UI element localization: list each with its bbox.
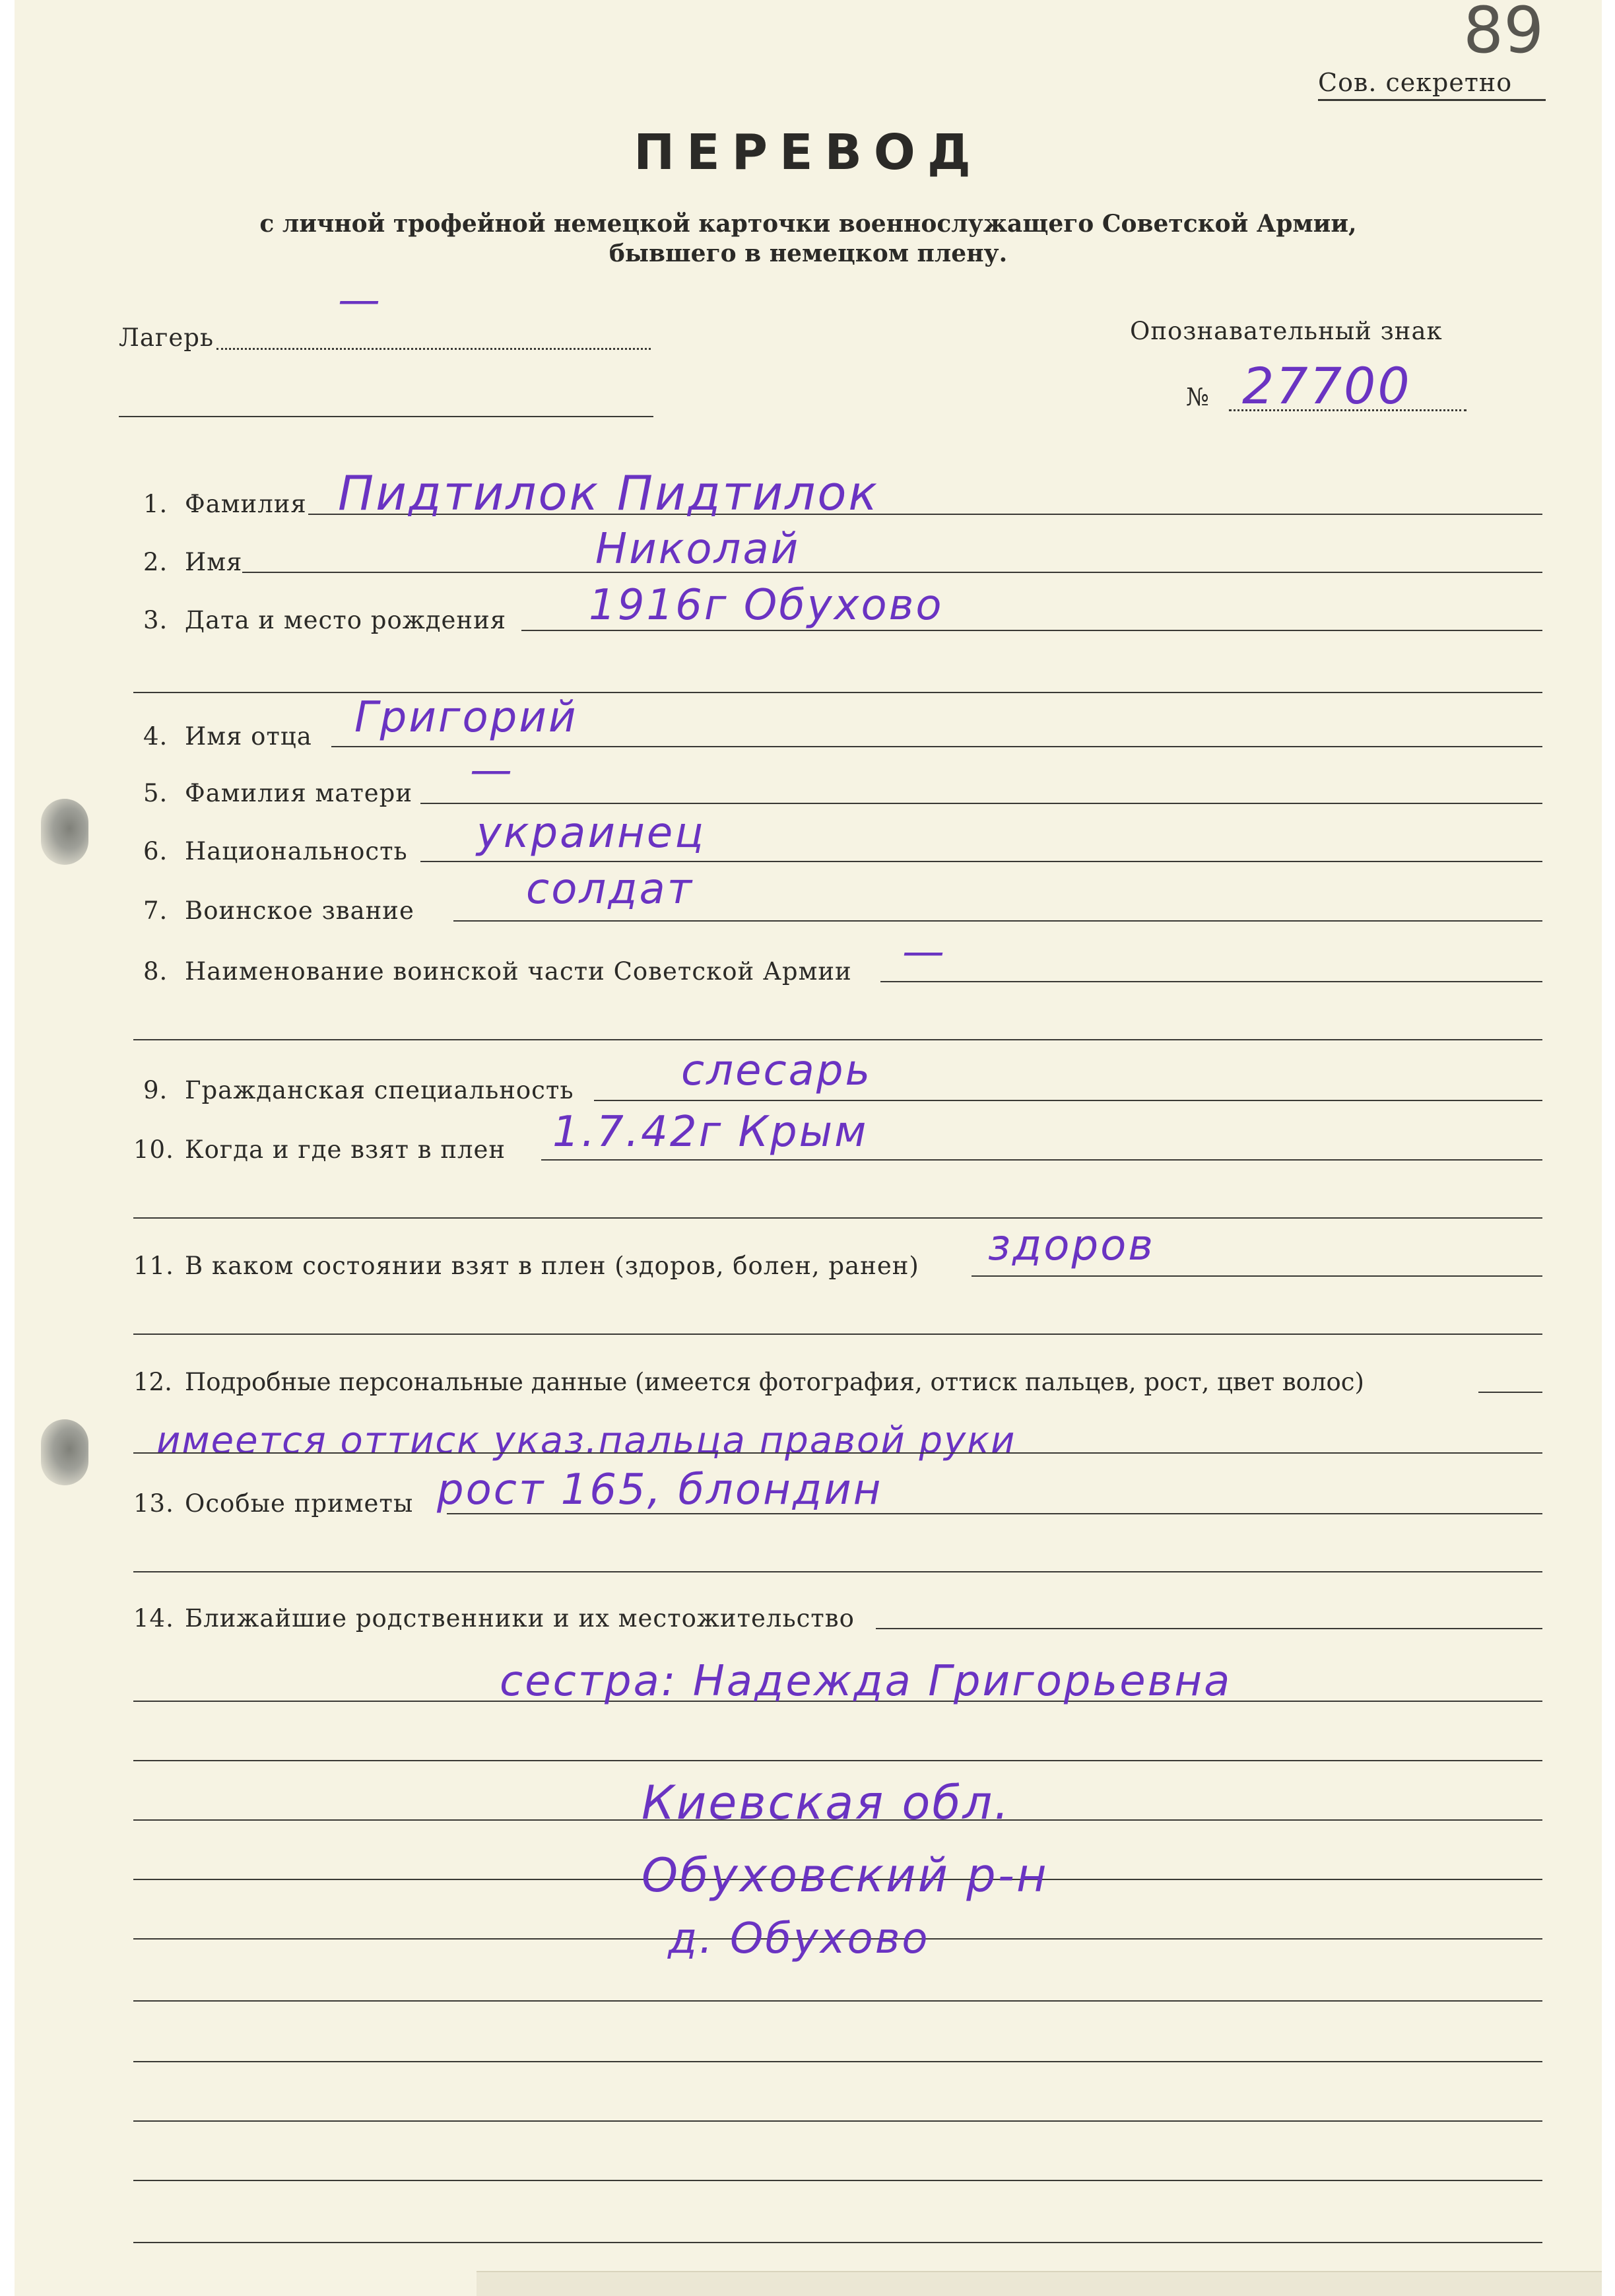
field-1-number: 1. xyxy=(143,490,168,518)
field-3-line xyxy=(521,630,1542,631)
field-14-line xyxy=(876,1628,1542,1629)
field-11-label: В каком состоянии взят в плен (здоров, болен, ранен) xyxy=(185,1252,919,1280)
field-6-label: Национальность xyxy=(185,837,408,865)
field-3-value: 1916г Обухово xyxy=(589,581,944,630)
field-9-label: Гражданская специальность xyxy=(185,1076,574,1104)
field-12-line-2 xyxy=(133,1452,1542,1454)
field-13-line-2 xyxy=(133,1571,1542,1572)
id-tag-label: Опознавательный знак xyxy=(1130,317,1443,345)
field-5-label: Фамилия матери xyxy=(185,779,413,807)
camp-second-line xyxy=(119,416,653,417)
field-12-value: имеется оттиск указ.пальца правой руки xyxy=(156,1419,1016,1462)
field-3-label: Дата и место рождения xyxy=(185,606,507,634)
field-2-line xyxy=(242,572,1542,573)
field-12-line xyxy=(1478,1392,1542,1393)
document-title: ПЕРЕВОД xyxy=(634,124,983,181)
relatives-line-6 xyxy=(133,2000,1542,2002)
field-2-value: Николай xyxy=(595,525,801,574)
field-7-line xyxy=(453,920,1542,922)
camp-label: Лагерь xyxy=(119,323,214,352)
document-sheet xyxy=(15,0,1602,2296)
camp-value: — xyxy=(338,276,382,325)
field-8-line-2 xyxy=(133,1039,1542,1040)
relatives-line-7 xyxy=(133,2061,1542,2062)
page-fold-edge xyxy=(477,2271,1602,2296)
field-12-number: 12. xyxy=(133,1368,172,1396)
field-3-number: 3. xyxy=(143,606,168,634)
id-tag-value: 27700 xyxy=(1242,356,1412,415)
field-13-value: рост 165, блондин xyxy=(437,1466,883,1514)
field-14-label: Ближайшие родственники и их местожительство xyxy=(185,1604,855,1633)
classification-underline xyxy=(1318,99,1546,101)
field-10-line xyxy=(541,1159,1542,1161)
field-10-line-2 xyxy=(133,1217,1542,1219)
field-11-number: 11. xyxy=(133,1252,174,1280)
field-10-value: 1.7.42г Крым xyxy=(552,1108,869,1157)
field-1-value: Пидтилок Пидтилок xyxy=(338,465,879,521)
field-2-label: Имя xyxy=(185,548,243,576)
field-8-label: Наименование воинской части Советской Армии xyxy=(185,957,852,986)
relatives-line-8 xyxy=(133,2120,1542,2122)
field-3-line-2 xyxy=(133,692,1542,693)
field-9-line xyxy=(594,1100,1542,1101)
field-5-value: — xyxy=(470,746,514,795)
field-7-label: Воинское звание xyxy=(185,896,414,925)
field-13-label: Особые приметы xyxy=(185,1489,414,1518)
field-13-number: 13. xyxy=(133,1489,174,1518)
field-14-number: 14. xyxy=(133,1604,174,1633)
field-9-number: 9. xyxy=(143,1076,168,1104)
field-5-line xyxy=(420,803,1542,804)
field-11-value: здоров xyxy=(988,1221,1155,1270)
camp-dotted-line xyxy=(216,348,651,350)
subtitle-line-1: с личной трофейной немецкой карточки военнослужащего Советской Армии, xyxy=(259,210,1357,238)
relatives-value-3: Обуховский р-н xyxy=(642,1848,1049,1903)
field-8-value: — xyxy=(902,928,946,976)
field-10-number: 10. xyxy=(133,1135,174,1164)
field-5-number: 5. xyxy=(143,779,168,807)
punch-hole-bottom xyxy=(41,1419,88,1485)
field-12-label: Подробные персональные данные (имеется фотография, оттиск пальцев, рост, цвет волос) xyxy=(185,1368,1364,1396)
relatives-line-2 xyxy=(133,1760,1542,1761)
archive-page-number: 89 xyxy=(1463,0,1544,67)
relatives-line-10 xyxy=(133,2242,1542,2243)
field-8-line xyxy=(880,981,1542,982)
field-11-line xyxy=(972,1275,1542,1277)
field-4-label: Имя отца xyxy=(185,722,312,751)
field-6-line xyxy=(420,861,1542,862)
field-6-number: 6. xyxy=(143,837,168,865)
subtitle-line-2: бывшего в немецком плену. xyxy=(609,240,1008,267)
field-6-value: украинец xyxy=(477,809,706,858)
relatives-value-4: д. Обухово xyxy=(668,1914,930,1963)
field-9-value: слесарь xyxy=(681,1046,873,1095)
field-4-value: Григорий xyxy=(354,693,578,742)
punch-hole-top xyxy=(41,799,88,865)
relatives-value-2: Киевская обл. xyxy=(642,1776,1011,1830)
classification-stamp: Сов. секретно xyxy=(1318,68,1513,97)
field-10-label: Когда и где взят в плен xyxy=(185,1135,506,1164)
field-4-number: 4. xyxy=(143,722,168,751)
id-tag-number-sign: № xyxy=(1186,383,1210,411)
field-7-number: 7. xyxy=(143,896,168,925)
relatives-line-9 xyxy=(133,2180,1542,2181)
relatives-value-1: сестра: Надежда Григорьевна xyxy=(500,1657,1232,1706)
field-1-label: Фамилия xyxy=(185,490,307,518)
field-11-line-2 xyxy=(133,1334,1542,1335)
field-8-number: 8. xyxy=(143,957,168,986)
field-7-value: солдат xyxy=(526,865,694,914)
field-2-number: 2. xyxy=(143,548,168,576)
